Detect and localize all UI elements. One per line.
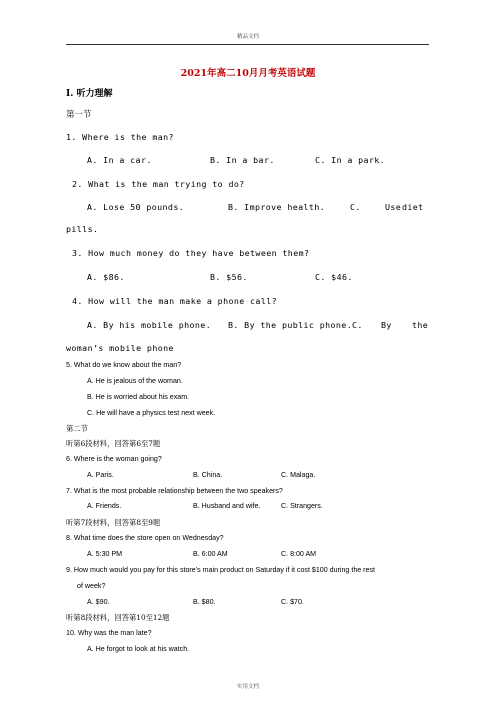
q5-option-c: C. He will have a physics test next week. <box>87 409 216 417</box>
question-3: 3. How much money do they have between them? <box>72 248 310 258</box>
q2-option-a: A. Lose 50 pounds. <box>87 202 185 212</box>
q4-option-c: C. <box>352 320 363 330</box>
q9-option-c: C. $70. <box>281 598 304 606</box>
q6-option-a: A. Paris. <box>87 471 114 479</box>
q7-option-b: B. Husband and wife. <box>193 502 261 510</box>
page-header: 精品文档 <box>236 34 259 40</box>
q3-option-c: C. $46. <box>315 272 353 282</box>
header-divider <box>66 44 429 45</box>
question-9: 9. How much would you pay for this store’s main product on Saturday if it cost $100 during the rest <box>66 566 376 574</box>
question-1: 1. Where is the man? <box>66 132 174 142</box>
q4-option-c-cont: woman’s mobile phone <box>66 343 174 353</box>
q4-option-c-word2: the <box>412 320 429 330</box>
q4-option-a: A. By his mobile phone. <box>87 320 212 330</box>
q2-option-c-word2: diet <box>402 202 424 212</box>
q4-option-b: B. By the public phone. <box>228 320 353 330</box>
part-heading-2: 第二节 <box>66 424 88 433</box>
question-4: 4. How will the man make a phone call? <box>72 296 278 306</box>
q1-option-c: C. In a park. <box>315 155 386 165</box>
q10-option-a: A. He forgot to look at his watch. <box>87 645 190 653</box>
exam-title: 2021年高二10月月考英语试题 <box>180 68 316 79</box>
q9-option-a: A. $90. <box>87 598 110 606</box>
q7-option-a: A. Friends. <box>87 502 122 510</box>
q5-option-a: A. He is jealous of the woman. <box>87 377 183 385</box>
q3-option-b: B. $56. <box>210 272 248 282</box>
q2-option-b: B. Improve health. <box>228 202 326 212</box>
question-6: 6. Where is the woman going? <box>66 455 162 463</box>
instruction-text-8: 听第8段材料，回答第10至12题 <box>66 613 170 622</box>
part-heading-1: 第一节 <box>66 110 92 120</box>
question-7: 7. What is the most probable relationship between the two speakers? <box>66 487 283 495</box>
page-footer: 实用文档 <box>236 684 259 690</box>
q7-option-c: C. Strangers. <box>281 502 323 510</box>
instruction-text-7: 听第7段材料，回答第8至9题 <box>66 518 161 527</box>
section-heading-listening: I. 听力理解 <box>66 89 113 99</box>
q1-option-b: B. In a bar. <box>210 155 275 165</box>
q2-option-c-word: Use <box>385 202 402 212</box>
question-5: 5. What do we know about the man? <box>66 361 182 369</box>
question-8: 8. What time does the store open on Wednesday? <box>66 534 224 542</box>
q4-option-c-word: By <box>381 320 392 330</box>
question-10: 10. Why was the man late? <box>66 629 152 637</box>
q1-option-a: A. In a car. <box>87 155 152 165</box>
q2-option-c-cont: pills. <box>66 224 99 234</box>
q6-option-b: B. China. <box>193 471 223 479</box>
instruction-text-6: 听第6段材料，回答第6至7题 <box>66 439 161 448</box>
question-2: 2. What is the man trying to do? <box>72 179 245 189</box>
q8-option-a: A. 5:30 PM <box>87 550 123 558</box>
q6-option-c: C. Malaga. <box>281 471 316 479</box>
q3-option-a: A. $86. <box>87 272 125 282</box>
q9-option-b: B. $80. <box>193 598 216 606</box>
q5-option-b: B. He is worried about his exam. <box>87 393 190 401</box>
question-9-cont: of week? <box>77 582 106 590</box>
q2-option-c: C. <box>350 202 361 212</box>
q8-option-c: C. 8:00 AM <box>281 550 317 558</box>
q8-option-b: B. 6:00 AM <box>193 550 228 558</box>
